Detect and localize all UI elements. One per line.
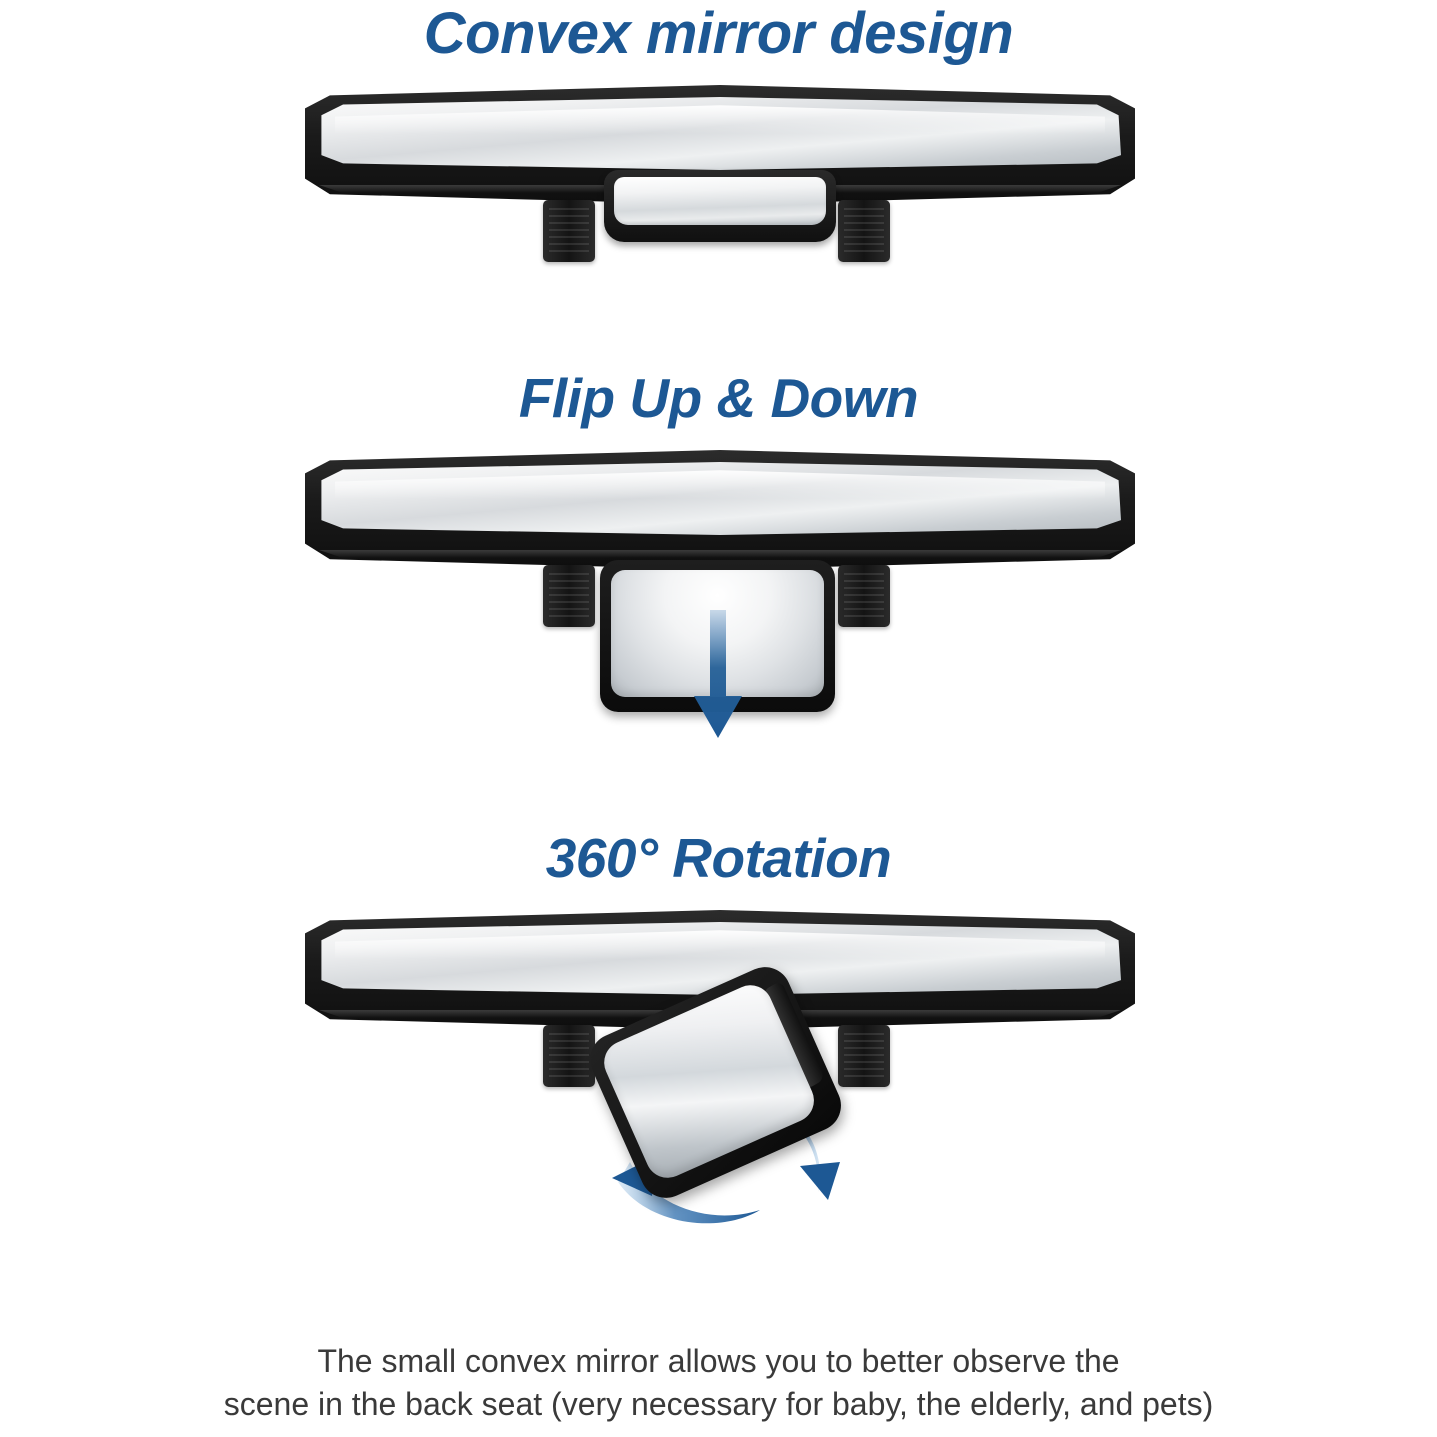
right-clip: [838, 565, 890, 627]
section-heading-flip-up-and-down: Flip Up & Down: [518, 367, 919, 429]
mirror-illustration-2: [0, 440, 1437, 770]
down-arrow-icon: [692, 610, 744, 740]
right-clip: [838, 200, 890, 262]
caption-text: [0, 1340, 1437, 1426]
caption-line-2: scene in the back seat (very necessary for baby, the elderly, and pets): [223, 1385, 1214, 1422]
section-heading-360-rotation: 360° Rotation: [545, 827, 892, 889]
small-convex-mirror-flush: [604, 170, 836, 242]
mirror-illustration-1: [0, 75, 1437, 405]
left-clip: [543, 565, 595, 627]
left-clip: [543, 200, 595, 262]
mirror-edge-highlight: [319, 550, 1121, 558]
small-mirror-glass: [614, 177, 826, 225]
section-heading-convex-mirror-design: Convex mirror design: [423, 1, 1014, 66]
mirror-illustration-3: [0, 900, 1437, 1230]
caption-line-1: The small convex mirror allows you to better observe the: [317, 1343, 1120, 1379]
